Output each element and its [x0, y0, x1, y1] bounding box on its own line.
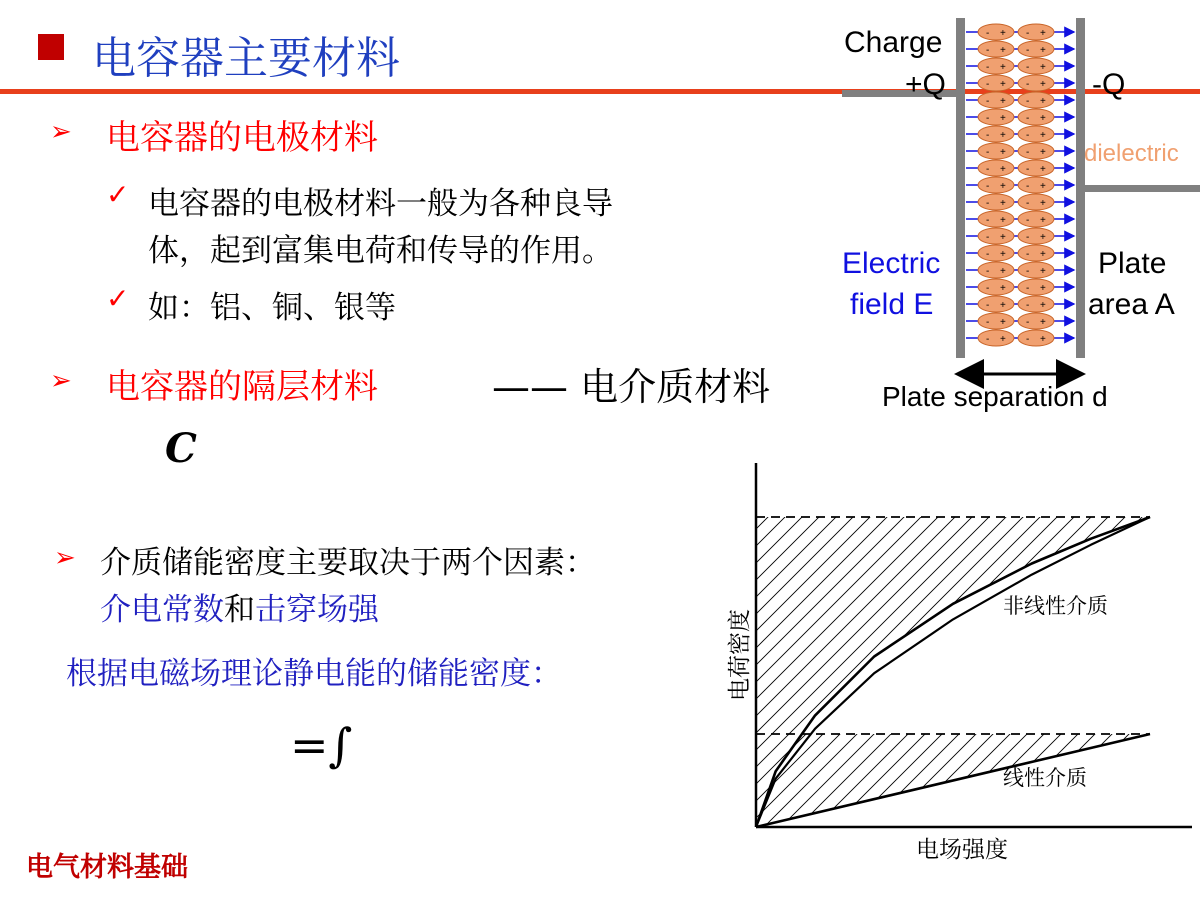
electrode-desc-line1: 电容器的电极材料一般为各种良导: [148, 186, 613, 222]
svg-text:-: -: [986, 300, 990, 311]
dipole: [978, 228, 1014, 244]
permittivity-term: 介电常数: [100, 592, 224, 628]
svg-text:-: -: [986, 130, 990, 141]
hatch-line: [1121, 497, 1200, 827]
svg-text:-: -: [1026, 317, 1030, 328]
arrow-bullet-icon: ➢: [50, 366, 72, 396]
svg-text:+: +: [1040, 317, 1046, 328]
svg-text:+: +: [1000, 113, 1006, 124]
svg-text:+: +: [1000, 96, 1006, 107]
right-plate: [1076, 18, 1085, 358]
dipole: [978, 58, 1014, 74]
svg-text:-: -: [986, 317, 990, 328]
dielectric-material-label: —— 电介质材料: [492, 365, 771, 409]
left-plate: [956, 18, 965, 358]
svg-text:+: +: [1040, 79, 1046, 90]
dipole: [978, 245, 1014, 261]
svg-text:-: -: [1026, 198, 1030, 209]
dipole: [1018, 279, 1054, 295]
svg-text:+: +: [1040, 147, 1046, 158]
svg-text:-: -: [986, 249, 990, 260]
dipole: [978, 109, 1014, 125]
svg-text:+: +: [1040, 300, 1046, 311]
svg-text:+: +: [1040, 283, 1046, 294]
svg-text:+: +: [1000, 62, 1006, 73]
hatch-region: [710, 497, 1200, 827]
dipole: [978, 41, 1014, 57]
minus-q-label: -Q: [1092, 68, 1126, 101]
svg-text:+: +: [1040, 249, 1046, 260]
dipole: [1018, 177, 1054, 193]
svg-text:-: -: [986, 164, 990, 175]
svg-text:-: -: [1026, 181, 1030, 192]
svg-text:-: -: [1026, 300, 1030, 311]
dipole: [978, 313, 1014, 329]
dipole: [1018, 41, 1054, 57]
svg-text:+: +: [1000, 45, 1006, 56]
svg-text:+: +: [1040, 334, 1046, 345]
dipole: [978, 177, 1014, 193]
svg-text:-: -: [1026, 215, 1030, 226]
svg-text:+: +: [1000, 130, 1006, 141]
svg-text:+: +: [1000, 198, 1006, 209]
dipole: [1018, 92, 1054, 108]
svg-text:+: +: [1000, 300, 1006, 311]
dipole: [1018, 75, 1054, 91]
svg-text:-: -: [1026, 28, 1030, 39]
electrode-desc-line2: 体，起到富集电荷和传导的作用。: [148, 233, 613, 269]
nonlinear-series-label: 非线性介质: [1003, 595, 1108, 618]
charge-label: Charge: [844, 26, 943, 59]
svg-text:+: +: [1000, 266, 1006, 277]
check-icon: ✓: [106, 282, 130, 315]
svg-text:-: -: [1026, 96, 1030, 107]
energy-density-formula: =∫: [290, 718, 353, 772]
check-icon: ✓: [106, 178, 130, 211]
linear-line: [756, 734, 1150, 827]
dielectric-label: dielectric: [1084, 140, 1179, 167]
basis-statement: 根据电磁场理论静电能的储能密度：: [66, 656, 562, 692]
svg-text:-: -: [986, 266, 990, 277]
svg-text:-: -: [1026, 232, 1030, 243]
svg-text:-: -: [986, 96, 990, 107]
svg-text:+: +: [1040, 113, 1046, 124]
footer-course-name: 电气材料基础: [26, 852, 188, 883]
arrow-bullet-icon: ➢: [50, 117, 72, 147]
dipole: [1018, 24, 1054, 40]
electrode-examples: 如：铝、铜、银等: [148, 290, 396, 326]
hatch-line: [1155, 497, 1200, 827]
svg-text:-: -: [986, 181, 990, 192]
svg-text:-: -: [1026, 266, 1030, 277]
page-title: 电容器主要材料: [92, 33, 400, 84]
svg-text:-: -: [986, 62, 990, 73]
hatch-line: [1104, 497, 1200, 827]
svg-text:-: -: [986, 113, 990, 124]
hatch-line: [1138, 497, 1200, 827]
svg-text:+: +: [1000, 147, 1006, 158]
svg-text:-: -: [986, 79, 990, 90]
energy-density-factors: 介质储能密度主要取决于两个因素：: [100, 545, 596, 581]
svg-text:-: -: [1026, 249, 1030, 260]
dipole: [1018, 228, 1054, 244]
conjunction: 和: [224, 592, 255, 628]
svg-text:+: +: [1000, 215, 1006, 226]
hatch-line: [1172, 497, 1200, 827]
dipole: [978, 126, 1014, 142]
dipole: [1018, 143, 1054, 159]
svg-text:-: -: [1026, 130, 1030, 141]
field-label: field E: [850, 288, 934, 321]
svg-text:+: +: [1040, 232, 1046, 243]
hatch-line: [815, 497, 1145, 827]
linear-series-label: 线性介质: [1003, 767, 1087, 790]
dipole: [978, 160, 1014, 176]
svg-text:-: -: [1026, 164, 1030, 175]
x-axis-label: 电场强度: [916, 836, 1008, 862]
breakdown-strength-term: 击穿场强: [255, 592, 379, 628]
dipole: [1018, 211, 1054, 227]
svg-text:+: +: [1040, 62, 1046, 73]
svg-text:+: +: [1000, 283, 1006, 294]
svg-text:+: +: [1000, 317, 1006, 328]
svg-text:-: -: [986, 283, 990, 294]
svg-text:-: -: [986, 198, 990, 209]
dipole: [1018, 126, 1054, 142]
svg-text:+: +: [1040, 164, 1046, 175]
hatch-line: [710, 497, 720, 827]
hatch-line: [713, 497, 1043, 827]
hatch-line: [1189, 497, 1200, 827]
plus-q-label: +Q: [905, 68, 946, 101]
svg-text:+: +: [1040, 215, 1046, 226]
capacitance-symbol: C: [165, 425, 197, 472]
dipole: [1018, 109, 1054, 125]
svg-text:-: -: [1026, 147, 1030, 158]
svg-text:-: -: [1026, 45, 1030, 56]
dipole: [1018, 313, 1054, 329]
svg-text:+: +: [1000, 181, 1006, 192]
dielectric-heading: 电容器的隔层材料: [106, 367, 378, 407]
svg-text:-: -: [1026, 79, 1030, 90]
svg-text:+: +: [1040, 266, 1046, 277]
area-label: area A: [1088, 288, 1175, 321]
svg-text:+: +: [1040, 181, 1046, 192]
svg-text:+: +: [1000, 79, 1006, 90]
dipole: [978, 92, 1014, 108]
svg-text:-: -: [1026, 62, 1030, 73]
dipole: [978, 262, 1014, 278]
title-bullet-square: [38, 34, 64, 60]
electric-label: Electric: [842, 247, 941, 280]
plate-label: Plate: [1098, 247, 1167, 280]
svg-text:+: +: [1040, 198, 1046, 209]
dipole: [1018, 262, 1054, 278]
electrode-heading: 电容器的电极材料: [106, 118, 378, 158]
bottom-lead-wire: [1080, 185, 1200, 192]
dipole: [978, 211, 1014, 227]
dipole: [1018, 58, 1054, 74]
svg-text:+: +: [1040, 45, 1046, 56]
svg-text:+: +: [1040, 130, 1046, 141]
dipole: [978, 75, 1014, 91]
svg-text:+: +: [1000, 334, 1006, 345]
dipole: [978, 194, 1014, 210]
svg-text:-: -: [986, 45, 990, 56]
arrow-bullet-icon: ➢: [54, 543, 76, 573]
svg-text:-: -: [1026, 334, 1030, 345]
capacitor-diagram: [830, 10, 1200, 430]
svg-text:-: -: [986, 28, 990, 39]
svg-text:-: -: [986, 334, 990, 345]
svg-text:+: +: [1000, 164, 1006, 175]
dipole: [978, 279, 1014, 295]
dipole: [1018, 160, 1054, 176]
svg-text:+: +: [1000, 28, 1006, 39]
svg-text:-: -: [1026, 113, 1030, 124]
hatch-line: [710, 497, 805, 827]
dipole: [1018, 245, 1054, 261]
series-layer: [756, 517, 1150, 827]
svg-text:+: +: [1000, 249, 1006, 260]
dipole-layer: [966, 24, 1074, 346]
svg-text:-: -: [986, 215, 990, 226]
y-axis-label: 电荷密度: [726, 609, 752, 701]
factors-line: [100, 584, 379, 629]
separation-label: Plate separation d: [882, 381, 1108, 412]
dipole: [1018, 330, 1054, 346]
dipole: [978, 296, 1014, 312]
dipole: [978, 143, 1014, 159]
dipole: [978, 24, 1014, 40]
dipole: [1018, 296, 1054, 312]
svg-text:+: +: [1040, 96, 1046, 107]
svg-text:+: +: [1040, 28, 1046, 39]
svg-text:-: -: [986, 147, 990, 158]
hatch-line: [1087, 497, 1200, 827]
svg-text:+: +: [1000, 232, 1006, 243]
charge-density-chart: [710, 455, 1200, 875]
hatch-line: [832, 497, 1162, 827]
dipole: [1018, 194, 1054, 210]
dipole: [978, 330, 1014, 346]
svg-text:-: -: [1026, 283, 1030, 294]
svg-text:-: -: [986, 232, 990, 243]
